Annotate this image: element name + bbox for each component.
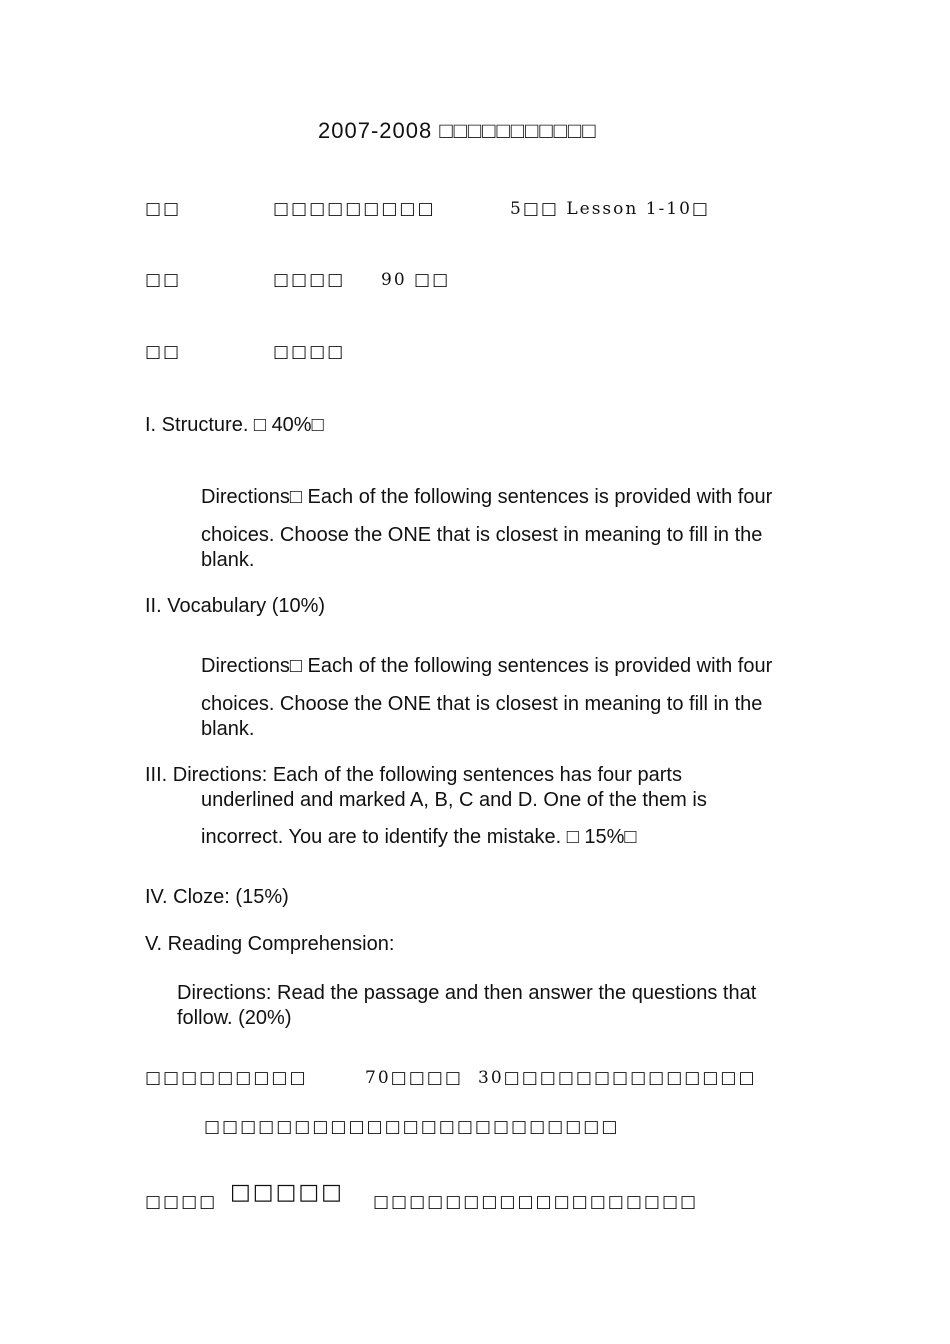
section-2-directions-line2: choices. Choose the ONE that is closest in meaning to fill in the blank. xyxy=(201,693,763,740)
footer-line3-name: □□□□□ xyxy=(230,1180,344,1205)
footer-line1-b: 70□□□□ xyxy=(365,1068,463,1088)
page-title: 2007-2008 □□□□□□□□□□□ xyxy=(318,118,597,143)
section-1-directions-line2: choices. Choose the ONE that is closest in meaning to fill in the blank. xyxy=(201,524,763,571)
footer-line1-c: 30□□□□□□□□□□□□□□ xyxy=(478,1068,757,1088)
footer-line1-a: □□□□□□□□□ xyxy=(145,1068,308,1088)
section-2-heading: II. Vocabulary (10%) xyxy=(145,595,326,617)
meta-extra-2: 90 □□ xyxy=(381,270,451,290)
section-3-line3: incorrect. You are to identify the mistake. □ 15%□ xyxy=(201,826,637,848)
meta-value-1: □□□□□□□□□ xyxy=(273,199,436,219)
footer-line2: □□□□□□□□□□□□□□□□□□□□□□□ xyxy=(204,1117,620,1137)
section-4-heading: IV. Cloze: (15%) xyxy=(145,886,289,908)
footer-line3-label: □□□□ xyxy=(145,1192,218,1212)
meta-value-2: □□□□ xyxy=(273,270,346,290)
section-3-line2: underlined and marked A, B, C and D. One of the them is xyxy=(201,789,707,811)
footer-line3-text: □□□□□□□□□□□□□□□□□□ xyxy=(373,1192,699,1212)
section-1-directions-line1: Directions□ Each of the following sentences is provided with four xyxy=(201,486,773,508)
section-5-directions: Directions: Read the passage and then answer the questions that follow. (20%) xyxy=(177,982,757,1029)
section-2-directions-line1: Directions□ Each of the following sentences is provided with four xyxy=(201,655,773,677)
meta-label-1: □□ xyxy=(145,199,182,219)
section-5-heading: V. Reading Comprehension: xyxy=(145,933,395,955)
meta-label-2: □□ xyxy=(145,270,182,290)
section-3-heading: III. Directions: Each of the following sentences has four parts xyxy=(145,764,682,786)
meta-label-3: □□ xyxy=(145,342,182,362)
section-1-heading: I. Structure. □ 40%□ xyxy=(145,414,324,436)
meta-extra-1: 5□□ Lesson 1-10□ xyxy=(510,199,710,219)
meta-value-3: □□□□ xyxy=(273,342,346,362)
